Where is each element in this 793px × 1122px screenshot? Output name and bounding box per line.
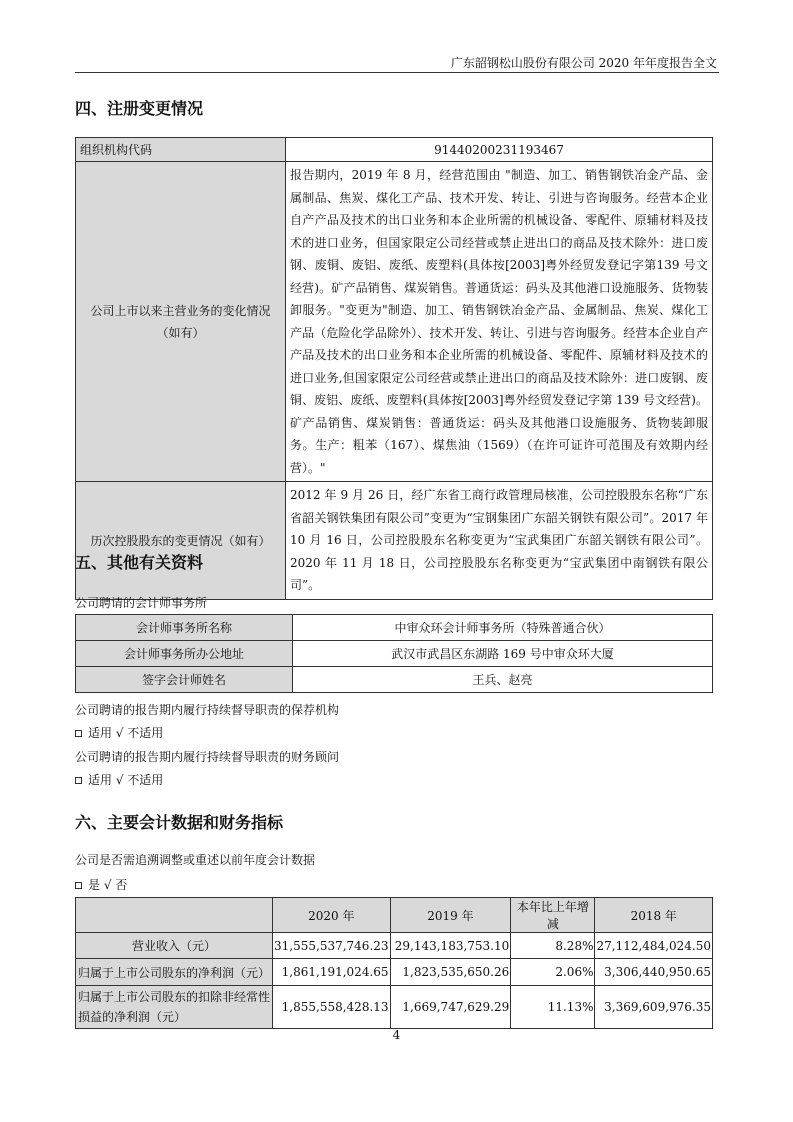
section4-title: 四、注册变更情况 xyxy=(75,99,204,118)
sponsor-question: 公司聘请的报告期内履行持续督导职责的保荐机构 xyxy=(75,703,340,717)
cell: 1,861,191,024.65 xyxy=(273,959,391,986)
answer-text: 适用 √ 不适用 xyxy=(88,773,164,787)
row-value: 王兵、赵亮 xyxy=(293,667,713,693)
advisor-answer xyxy=(75,771,163,788)
registration-table xyxy=(75,137,713,600)
auditor-table xyxy=(75,614,713,693)
table-row xyxy=(76,482,713,600)
cell: 1,823,535,650.26 xyxy=(390,959,511,986)
table-row xyxy=(76,986,713,1029)
cell: 3,306,440,950.65 xyxy=(595,959,713,986)
table-row xyxy=(76,162,713,482)
cell: 8.28% xyxy=(511,933,595,959)
header-cell: 2020 年 xyxy=(273,898,391,933)
row-value: 91440200231193467 xyxy=(286,138,713,162)
row-label: 历次控股股东的变更情况（如有） xyxy=(76,482,286,600)
row-label: 组织机构代码 xyxy=(76,138,286,162)
header-cell xyxy=(76,898,273,933)
table-row xyxy=(76,641,713,667)
row-label: 签字会计师姓名 xyxy=(76,667,293,693)
row-value: 2012 年 9 月 26 日，经广东省工商行政管理局核准，公司控股股东名称“广东省韶关钢铁集团有限公司”变更为“宝钢集团广东韶关钢铁有限公司”。2017 年 10 月 16 日，公司控股股东名称变更为“宝武集团广东韶关钢铁有限公司”。 2020 年 11 月 18 日，公司控股股东名称变更为“宝武集团中南钢铁有限公司”。 xyxy=(286,482,713,600)
table-row xyxy=(76,667,713,693)
checkbox-icon xyxy=(75,730,82,737)
restate-question: 公司是否需追溯调整或重述以前年度会计数据 xyxy=(75,853,316,867)
row-label: 会计师事务所办公地址 xyxy=(76,641,293,667)
row-value: 中审众环会计师事务所（特殊普通合伙） xyxy=(293,615,713,641)
row-label: 归属于上市公司股东的扣除非经常性损益的净利润（元） xyxy=(76,986,273,1029)
cell: 31,555,537,746.23 xyxy=(273,933,391,959)
table-row xyxy=(76,138,713,162)
row-value: 报告期内，2019 年 8 月，经营范围由 "制造、加工、销售钢铁冶金产品、金属制品、焦炭、煤化工产品、技术开发、转让、引进与咨询服务。经营本企业自产产品及技术的出口业务和本企业所需的机械设备、零配件、原辅材料及技术的进口业务，但国家限定公司经营或禁止进出口的商品及技术除外：进口废钢、废铜、废铝、废纸、废塑料(具体按[2003]粤外经贸发登记字第139 号文经营)。矿产品销售、煤炭销售。普通货运：码头及其他港口设施服务、货物装卸服务。"变更为"制造、加工、销售钢铁冶金产品、金属制品、焦炭、煤化工产品（危险化学品除外）、技术开发、转让、引进与咨询服务。经营本企业自产产品及技术的出口业务和本企业所需的机械设备、零配件、原辅材料及技术的进口业务,但国家限定公司经营或禁止进出口的商品及技术除外：进口废钢、废铜、废铝、废纸、废塑料(具体按[2003]粤外经贸发登记字第 139 号文经营)。矿产品销售、煤炭销售：普通货运：码头及其他港口设施服务、货物装卸服务。生产：粗苯（167）、煤焦油（1569）（在许可证许可范围及有效期内经营）。" xyxy=(286,162,713,482)
row-label: 公司上市以来主营业务的变化情况（如有） xyxy=(76,162,286,482)
header-cell: 2019 年 xyxy=(390,898,511,933)
header-cell: 2018 年 xyxy=(595,898,713,933)
page-number: 4 xyxy=(392,1028,401,1042)
answer-text: 是 √ 否 xyxy=(88,878,128,892)
table-header-row xyxy=(76,898,713,933)
checkbox-icon xyxy=(75,777,82,784)
cell: 11.13% xyxy=(511,986,595,1029)
row-label: 归属于上市公司股东的净利润（元） xyxy=(76,959,273,986)
cell: 1,669,747,629.29 xyxy=(390,986,511,1029)
auditor-intro: 公司聘请的会计师事务所 xyxy=(75,596,208,610)
sponsor-answer xyxy=(75,724,163,741)
section6-title: 六、主要会计数据和财务指标 xyxy=(75,813,284,832)
restate-answer xyxy=(75,876,127,893)
cell: 2.06% xyxy=(511,959,595,986)
section5-title: 五、其他有关资料 xyxy=(75,553,204,572)
row-label: 会计师事务所名称 xyxy=(76,615,293,641)
checkbox-icon xyxy=(75,882,82,889)
table-row xyxy=(76,959,713,986)
cell: 3,369,609,976.35 xyxy=(595,986,713,1029)
row-label: 营业收入（元） xyxy=(76,933,273,959)
table-row xyxy=(76,933,713,959)
answer-text: 适用 √ 不适用 xyxy=(88,726,164,740)
running-header: 广东韶钢松山股份有限公司 2020 年年度报告全文 xyxy=(450,56,717,70)
cell: 29,143,183,753.10 xyxy=(390,933,511,959)
header-divider xyxy=(75,72,719,73)
financial-table xyxy=(75,897,713,1029)
header-cell: 本年比上年增减 xyxy=(511,898,595,933)
cell: 1,855,558,428.13 xyxy=(273,986,391,1029)
cell: 27,112,484,024.50 xyxy=(595,933,713,959)
row-value: 武汉市武昌区东湖路 169 号中审众环大厦 xyxy=(293,641,713,667)
table-row xyxy=(76,615,713,641)
advisor-question: 公司聘请的报告期内履行持续督导职责的财务顾问 xyxy=(75,750,340,764)
